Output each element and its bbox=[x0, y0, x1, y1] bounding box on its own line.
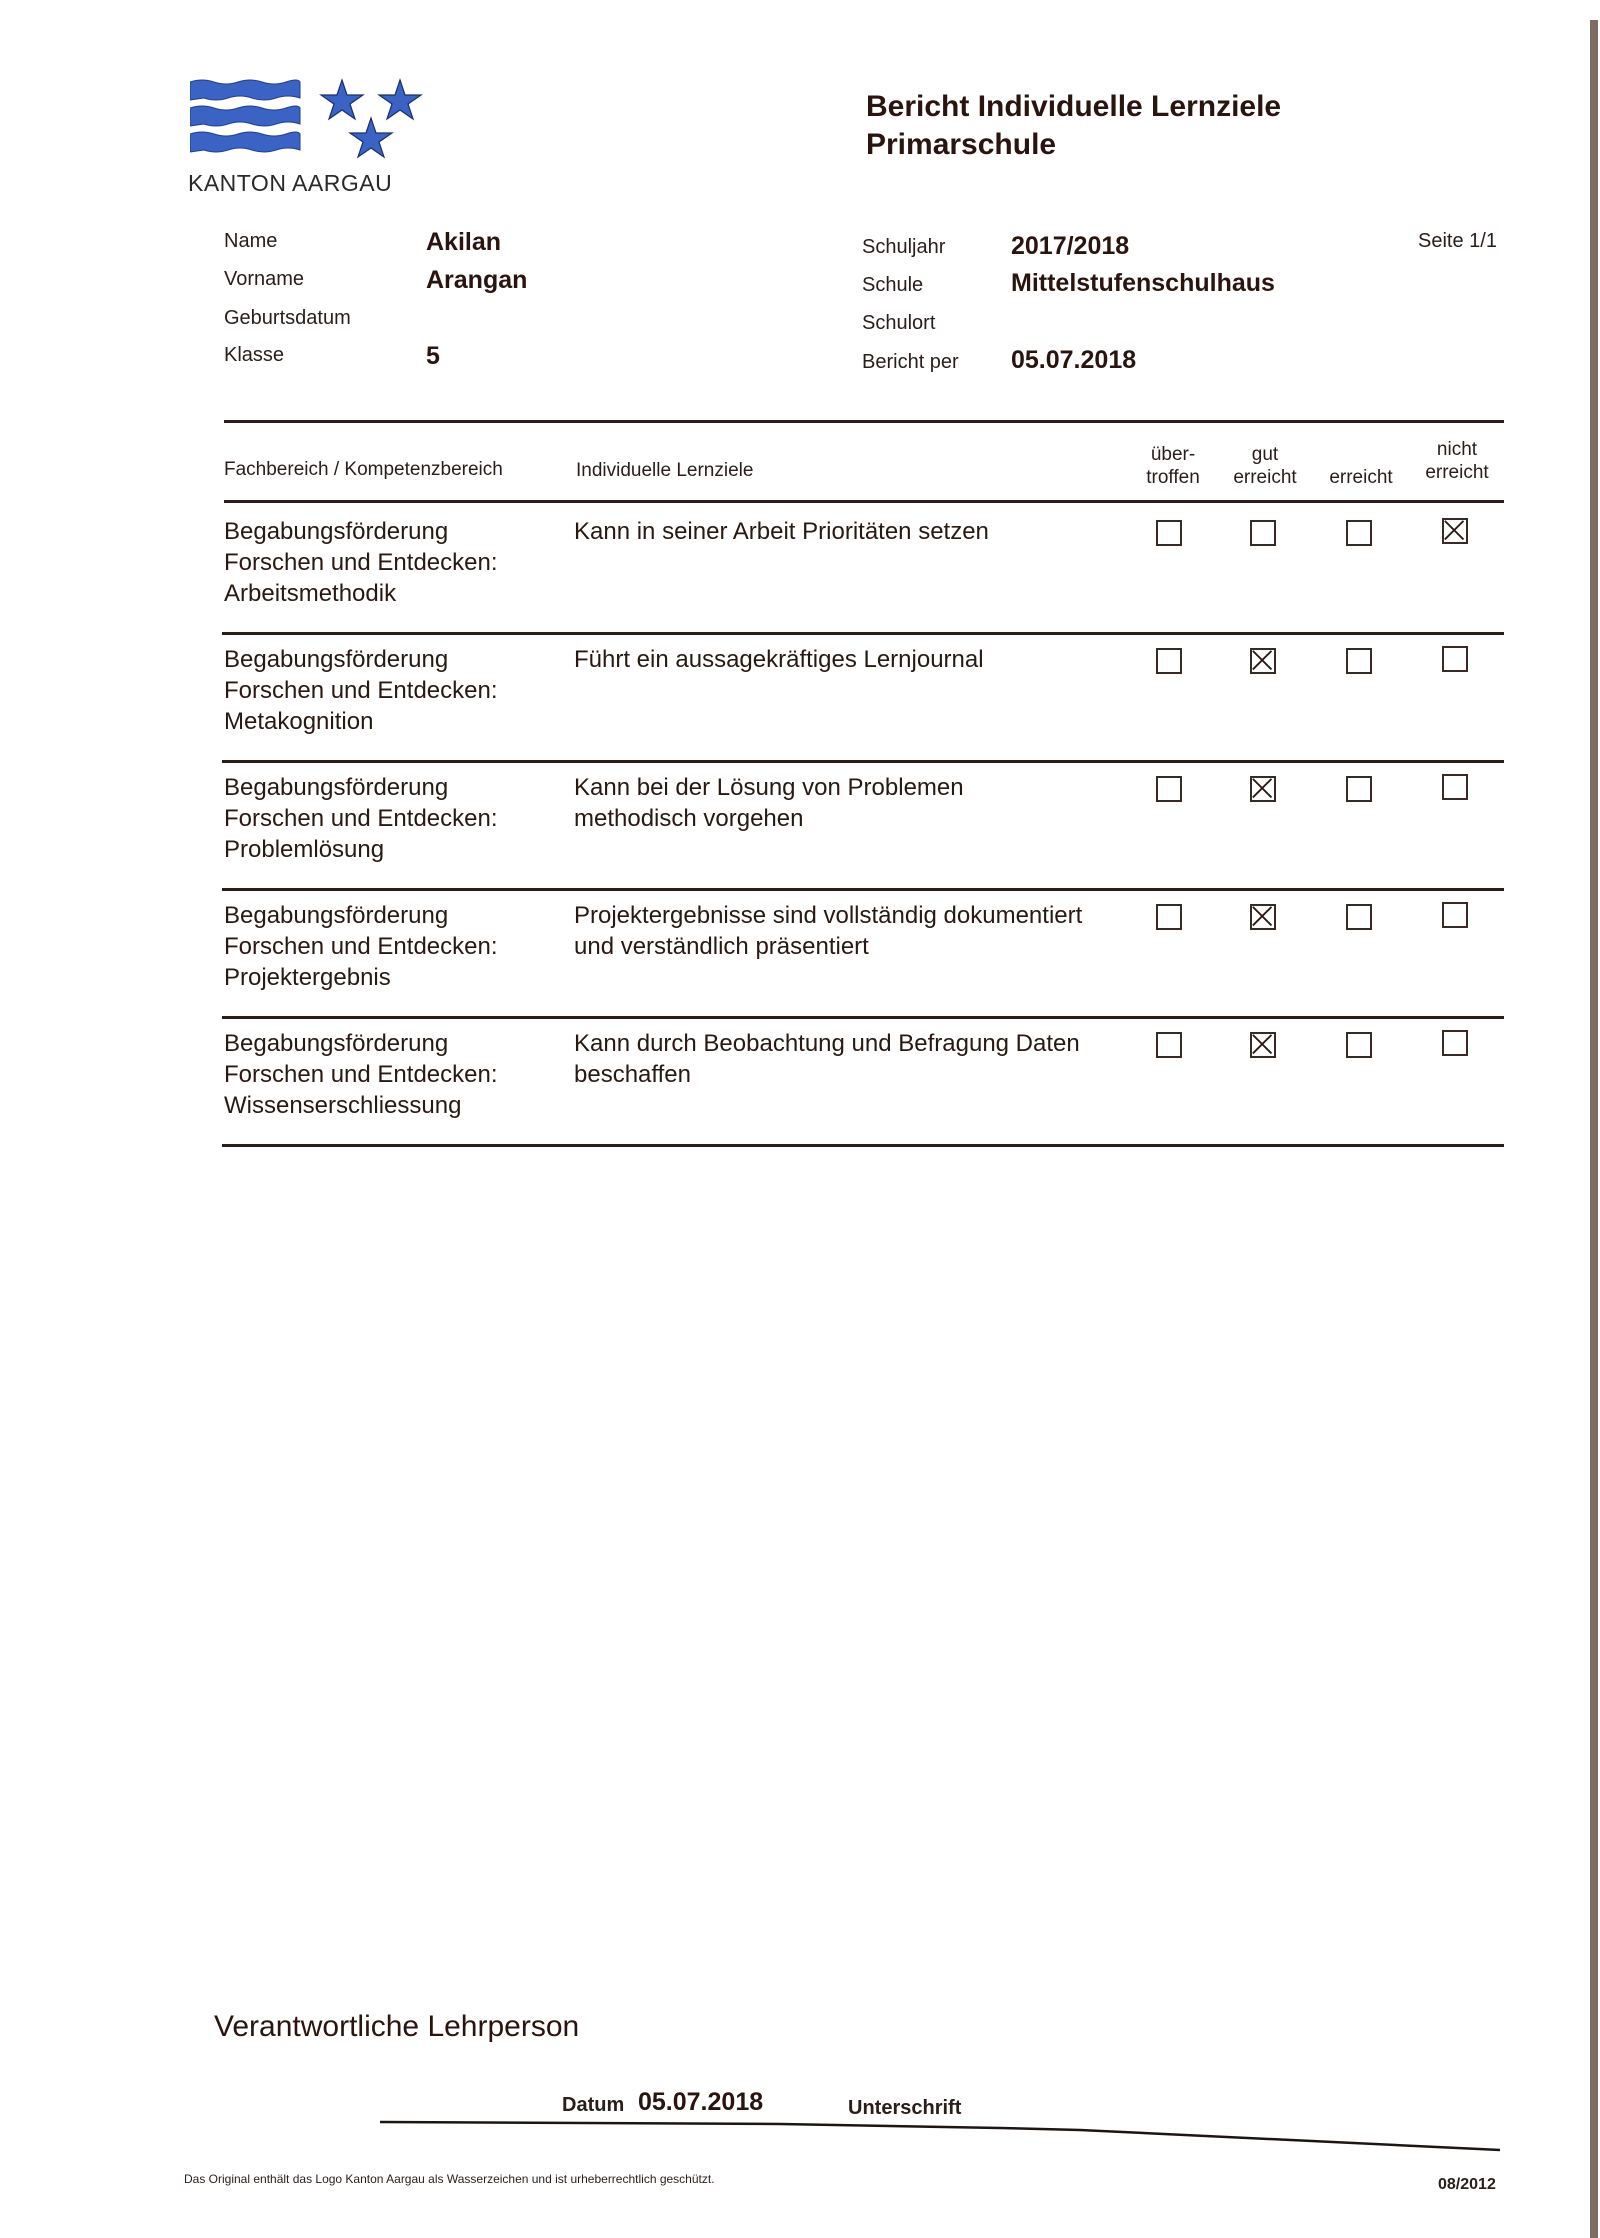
area-line: Problemlösung bbox=[224, 836, 385, 863]
col-header-uebertroffen: über- troffen bbox=[1146, 444, 1200, 488]
x-mark-icon bbox=[1252, 1034, 1274, 1056]
unterschrift-label: Unterschrift bbox=[848, 2097, 962, 2119]
checkbox-gut-erreicht[interactable] bbox=[1250, 1032, 1276, 1058]
klasse-label: Klasse bbox=[224, 344, 285, 366]
x-mark-icon bbox=[1444, 520, 1466, 542]
document-title bbox=[866, 88, 1281, 164]
schuljahr-value: 2017/2018 bbox=[1011, 232, 1130, 260]
goal-line: methodisch vorgehen bbox=[574, 805, 804, 832]
checkbox-nicht-erreicht[interactable] bbox=[1442, 1030, 1468, 1056]
area-line: Begabungsförderung bbox=[224, 646, 449, 673]
area-cell bbox=[224, 644, 498, 737]
logo-text: KANTON AARGAU bbox=[188, 170, 393, 196]
area-line: Forschen und Entdecken: bbox=[224, 677, 498, 704]
checkbox-nicht-erreicht[interactable] bbox=[1442, 646, 1468, 672]
checkbox-gut-erreicht[interactable] bbox=[1250, 520, 1276, 546]
checkbox-uebertroffen[interactable] bbox=[1156, 904, 1182, 930]
datum-label: Datum bbox=[562, 2094, 625, 2116]
x-mark-icon bbox=[1252, 778, 1274, 800]
row-rule bbox=[222, 1144, 1504, 1147]
col-header-area: Fachbereich / Kompetenzbereich bbox=[224, 459, 503, 480]
area-line: Forschen und Entdecken: bbox=[224, 933, 498, 960]
x-mark-icon bbox=[1252, 650, 1274, 672]
col-header-erreicht: erreicht bbox=[1329, 467, 1393, 488]
area-line: Metakognition bbox=[224, 708, 374, 735]
schule-label: Schule bbox=[862, 274, 924, 296]
checkbox-uebertroffen[interactable] bbox=[1156, 520, 1182, 546]
schuljahr-label: Schuljahr bbox=[862, 236, 946, 258]
checkbox-gut-erreicht[interactable] bbox=[1250, 776, 1276, 802]
goal-cell bbox=[574, 1028, 1080, 1090]
checkbox-erreicht[interactable] bbox=[1346, 776, 1372, 802]
area-line: Projektergebnis bbox=[224, 964, 391, 991]
area-cell bbox=[224, 900, 498, 993]
goal-line: Projektergebnisse sind vollständig dokumentiert bbox=[574, 902, 1083, 929]
area-cell bbox=[224, 772, 498, 865]
datum-value: 05.07.2018 bbox=[638, 2088, 764, 2116]
title-line-1: Bericht Individuelle Lernziele bbox=[866, 90, 1282, 123]
copyright-note: Das Original enthält das Logo Kanton Aargau als Wasserzeichen und ist urheberrechtlich geschützt. bbox=[184, 2172, 715, 2186]
form-version: 08/2012 bbox=[1438, 2176, 1496, 2193]
goal-cell bbox=[574, 772, 964, 834]
goal-line: Führt ein aussagekräftiges Lernjournal bbox=[574, 646, 984, 673]
x-mark-icon bbox=[1252, 906, 1274, 928]
table-top-rule bbox=[224, 420, 1504, 423]
geburtsdatum-label: Geburtsdatum bbox=[224, 307, 351, 329]
signature-line bbox=[380, 2118, 1500, 2154]
bericht-label: Bericht per bbox=[862, 351, 959, 373]
goal-cell bbox=[574, 516, 989, 547]
checkbox-uebertroffen[interactable] bbox=[1156, 776, 1182, 802]
bericht-value: 05.07.2018 bbox=[1011, 346, 1137, 374]
scan-edge bbox=[1590, 20, 1598, 2238]
goal-line: Kann in seiner Arbeit Prioritäten setzen bbox=[574, 518, 989, 545]
page-number: Seite 1/1 bbox=[1418, 230, 1497, 252]
goal-cell bbox=[574, 644, 984, 675]
checkbox-erreicht[interactable] bbox=[1346, 648, 1372, 674]
checkbox-gut-erreicht[interactable] bbox=[1250, 648, 1276, 674]
row-rule bbox=[222, 760, 1504, 763]
col-header-gut-erreicht: gut erreicht bbox=[1233, 444, 1297, 488]
checkbox-erreicht[interactable] bbox=[1346, 520, 1372, 546]
area-cell bbox=[224, 516, 498, 609]
checkbox-erreicht[interactable] bbox=[1346, 904, 1372, 930]
goal-line: Kann durch Beobachtung und Befragung Daten bbox=[574, 1030, 1080, 1057]
schule-value: Mittelstufenschulhaus bbox=[1011, 269, 1275, 297]
klasse-value: 5 bbox=[426, 342, 440, 370]
table-header-rule bbox=[224, 500, 1504, 503]
area-line: Arbeitsmethodik bbox=[224, 580, 397, 607]
row-rule bbox=[222, 1016, 1504, 1019]
signature-title: Verantwortliche Lehrperson bbox=[214, 2010, 580, 2043]
checkbox-uebertroffen[interactable] bbox=[1156, 648, 1182, 674]
name-label: Name bbox=[224, 230, 278, 252]
title-line-2: Primarschule bbox=[866, 128, 1057, 161]
area-line: Forschen und Entdecken: bbox=[224, 1061, 498, 1088]
area-line: Forschen und Entdecken: bbox=[224, 549, 498, 576]
area-line: Forschen und Entdecken: bbox=[224, 805, 498, 832]
goal-cell bbox=[574, 900, 1082, 962]
area-line: Begabungsförderung bbox=[224, 518, 449, 545]
checkbox-gut-erreicht[interactable] bbox=[1250, 904, 1276, 930]
schulort-label: Schulort bbox=[862, 312, 936, 334]
row-rule bbox=[222, 888, 1504, 891]
area-line: Begabungsförderung bbox=[224, 1030, 449, 1057]
vorname-label: Vorname bbox=[224, 268, 305, 290]
area-cell bbox=[224, 1028, 498, 1121]
goal-line: Kann bei der Lösung von Problemen bbox=[574, 774, 964, 801]
row-rule bbox=[222, 632, 1504, 635]
col-header-nicht-erreicht: nicht erreicht bbox=[1425, 439, 1489, 483]
area-line: Begabungsförderung bbox=[224, 774, 449, 801]
area-line: Wissenserschliessung bbox=[224, 1092, 462, 1119]
checkbox-nicht-erreicht[interactable] bbox=[1442, 518, 1468, 544]
checkbox-nicht-erreicht[interactable] bbox=[1442, 774, 1468, 800]
vorname-value: Arangan bbox=[426, 266, 528, 294]
name-value: Akilan bbox=[426, 228, 502, 256]
checkbox-erreicht[interactable] bbox=[1346, 1032, 1372, 1058]
goal-line: und verständlich präsentiert bbox=[574, 933, 869, 960]
area-line: Begabungsförderung bbox=[224, 902, 449, 929]
checkbox-uebertroffen[interactable] bbox=[1156, 1032, 1182, 1058]
goal-line: beschaffen bbox=[574, 1061, 691, 1088]
checkbox-nicht-erreicht[interactable] bbox=[1442, 902, 1468, 928]
col-header-goal: Individuelle Lernziele bbox=[576, 460, 754, 481]
